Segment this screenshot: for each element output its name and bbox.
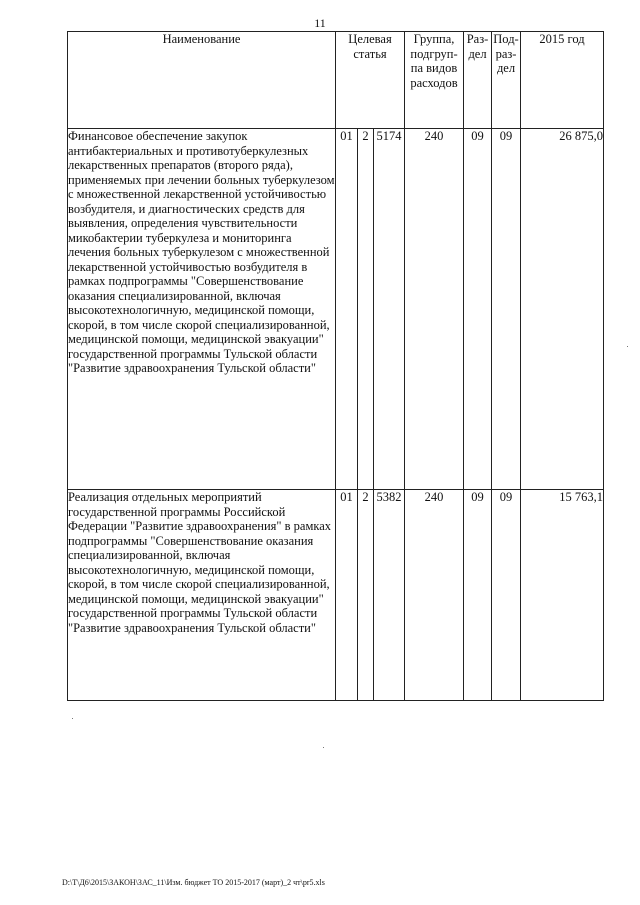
page-number: 11 — [314, 16, 326, 30]
row-article-direction: 5174 — [374, 129, 405, 490]
row-expense-group: 240 — [405, 129, 464, 490]
table-row — [68, 490, 604, 701]
row-amount: 26 875,0 — [521, 129, 604, 490]
row-subsection: 09 — [492, 129, 521, 490]
row-article-program: 01 — [336, 129, 358, 490]
budget-table — [67, 31, 604, 701]
row-article-direction: 5382 — [374, 490, 405, 701]
header-year: 2015 год — [521, 32, 604, 129]
row-name: Финансовое обеспечение закупок антибактериальных и противотуберкулезных лекарственных препаратов (второго ряда), применяемых при лечении больных туберкулезом с множественной лекарственной устойчивостью возбудителя, и диагностических средств для выявления, определения чувствительности микобактерии туберкулеза и мониторинга лечения больных туберкулезом с множественной лекарственной устойчивостью возбудителя в рамках подпрограммы "Совершенствование оказания специализированной, включая высокотехнологичную, медицинской помощи, скорой, в том числе скорой специализированной, медицинской помощи, медицинской эвакуации" государственной программы Тульской области "Развитие здравоохранения Тульской области" — [68, 129, 336, 490]
table-header-row — [68, 32, 604, 129]
scan-speck — [627, 346, 628, 347]
row-article-subprogram: 2 — [358, 129, 374, 490]
table-row — [68, 129, 604, 490]
header-name: Наименование — [68, 32, 336, 129]
header-target-article: Целевая статья — [336, 32, 405, 129]
header-expense-group: Группа, подгруп-па видов расходов — [405, 32, 464, 129]
row-section: 09 — [464, 490, 492, 701]
header-subsection: Под-раз-дел — [492, 32, 521, 129]
row-section: 09 — [464, 129, 492, 490]
row-article-program: 01 — [336, 490, 358, 701]
scan-speck — [72, 718, 73, 719]
footer-file-path: D:\Т\Д6\2015\ЗАКОН\ЗАС_11\Изм. бюджет ТО 2015-2017 (март)_2 чт\pr5.xls — [62, 878, 325, 887]
row-subsection: 09 — [492, 490, 521, 701]
row-article-subprogram: 2 — [358, 490, 374, 701]
row-expense-group: 240 — [405, 490, 464, 701]
row-name: Реализация отдельных мероприятий государственной программы Российской Федерации "Развитие здравоохранения" в рамках подпрограммы "Совершенствование оказания специализированной, включая высокотехнологичную, медицинской помощи, скорой, в том числе скорой специализированной, медицинской помощи, медицинской эвакуации" государственной программы Тульской области "Развитие здравоохранения Тульской области" — [68, 490, 336, 701]
scan-speck — [323, 747, 324, 748]
header-section: Раз-дел — [464, 32, 492, 129]
row-amount: 15 763,1 — [521, 490, 604, 701]
